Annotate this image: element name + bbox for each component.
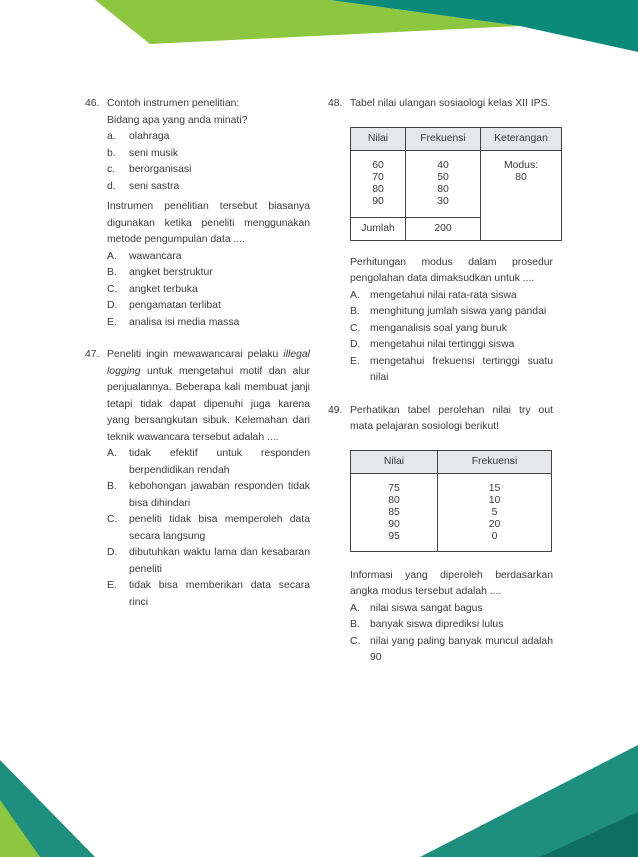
frekuensi-cell: 15 10 5 20 0 (438, 473, 552, 551)
nilai-cell: 60 70 80 90 (351, 150, 406, 217)
answer-option[interactable]: D. mengetahui nilai tertinggi siswa (350, 339, 515, 350)
sub-item: a. olahraga (107, 131, 170, 142)
answer-option[interactable]: B. angket berstruktur (107, 267, 213, 278)
question-48 (328, 96, 553, 387)
question-stem: Bidang apa yang anda minati? (107, 114, 248, 126)
answer-option[interactable]: A. nilai siswa sangat bagus (350, 602, 483, 614)
answer-option[interactable]: A. tidak efektif untuk responden berpendidikan rendah (107, 448, 310, 476)
table-header: Nilai (351, 127, 406, 150)
question-text: Perhitungan modus dalam prosedur pengolahan data dimaksudkan untuk .... (350, 256, 553, 284)
table-header: Nilai (351, 450, 438, 473)
answer-option[interactable]: B. kebohongan jawaban responden tidak bisa dihindari (107, 481, 310, 509)
question-text: Peneliti ingin mewawancarai pelaku illegal logging untuk mengetahui motif dan alur penjualannya. Beberapa kali membuat janji tetapi tidak dapat dipenuhi juga karena yang bersangkutan sibuk. Kelemahan dari teknik wawancara tersebut adalah .... (107, 349, 310, 443)
total-value-cell: 200 (406, 217, 481, 240)
answer-option[interactable]: E. tidak bisa memberikan data secara rinci (107, 580, 310, 608)
answer-option[interactable]: E. analisa isi media massa (107, 316, 240, 328)
frekuensi-cell: 40 50 80 30 (406, 150, 481, 217)
question-number: 46. (85, 98, 100, 109)
sub-item: c. berorganisasi (107, 164, 192, 175)
table-header: Frekuensi (406, 127, 481, 150)
answer-option[interactable]: C. nilai yang paling banyak muncul adalah 90 (350, 635, 553, 663)
answer-option[interactable]: C. angket terbuka (107, 283, 198, 295)
answer-option[interactable]: C. peneliti tidak bisa memperoleh data secara langsung (107, 514, 310, 542)
question-stem: Perhatikan tabel perolehan nilai try out mata pelajaran sosiologi berikut! (350, 404, 553, 432)
question-number: 48. (328, 98, 343, 109)
nilai-table (350, 127, 562, 241)
answer-option[interactable]: D. pengamatan terlibat (107, 300, 221, 311)
table-header: Frekuensi (438, 450, 552, 473)
tryout-table (350, 450, 552, 552)
keterangan-cell: Modus: 80 (481, 150, 562, 217)
question-46 (85, 96, 310, 331)
answer-option[interactable]: D. dibutuhkan waktu lama dan kesabaran peneliti (107, 547, 310, 575)
nilai-cell: 75 80 85 90 95 (351, 473, 438, 551)
answer-option[interactable]: B. banyak siswa diprediksi lulus (350, 619, 504, 630)
answer-option[interactable]: B. menghitung jumlah siswa yang pandai (350, 306, 547, 317)
left-column (85, 96, 310, 611)
answer-option[interactable]: A. wawancara (107, 250, 182, 262)
answer-option[interactable]: E. mengetahui frekuensi tertinggi suatu nilai (350, 355, 553, 383)
question-text: Instrumen penelitian tersebut biasanya digunakan ketika peneliti menggunakan metode pengumpulan data .... (107, 201, 310, 245)
question-49 (328, 403, 553, 667)
question-text: Informasi yang diperoleh berdasarkan angka modus tersebut adalah .... (350, 569, 553, 597)
answer-option[interactable]: C. menganalisis soal yang buruk (350, 322, 507, 334)
italic-term: illegal logging (107, 349, 310, 377)
empty-cell (481, 217, 562, 240)
question-stem: Tabel nilai ulangan sosiaologi kelas XII IPS. (350, 98, 551, 109)
question-47 (85, 347, 310, 611)
answer-option[interactable]: A. mengetahui nilai rata-rata siswa (350, 289, 517, 301)
question-stem: Contoh instrumen penelitian: (107, 98, 240, 109)
sub-item: b. seni musik (107, 147, 179, 159)
right-column (328, 96, 553, 667)
question-number: 47. (85, 349, 100, 360)
table-header: Keterangan (481, 127, 562, 150)
sub-item: d. seni sastra (107, 180, 180, 192)
question-number: 49. (328, 404, 343, 416)
total-label-cell: Jumlah (351, 217, 406, 240)
